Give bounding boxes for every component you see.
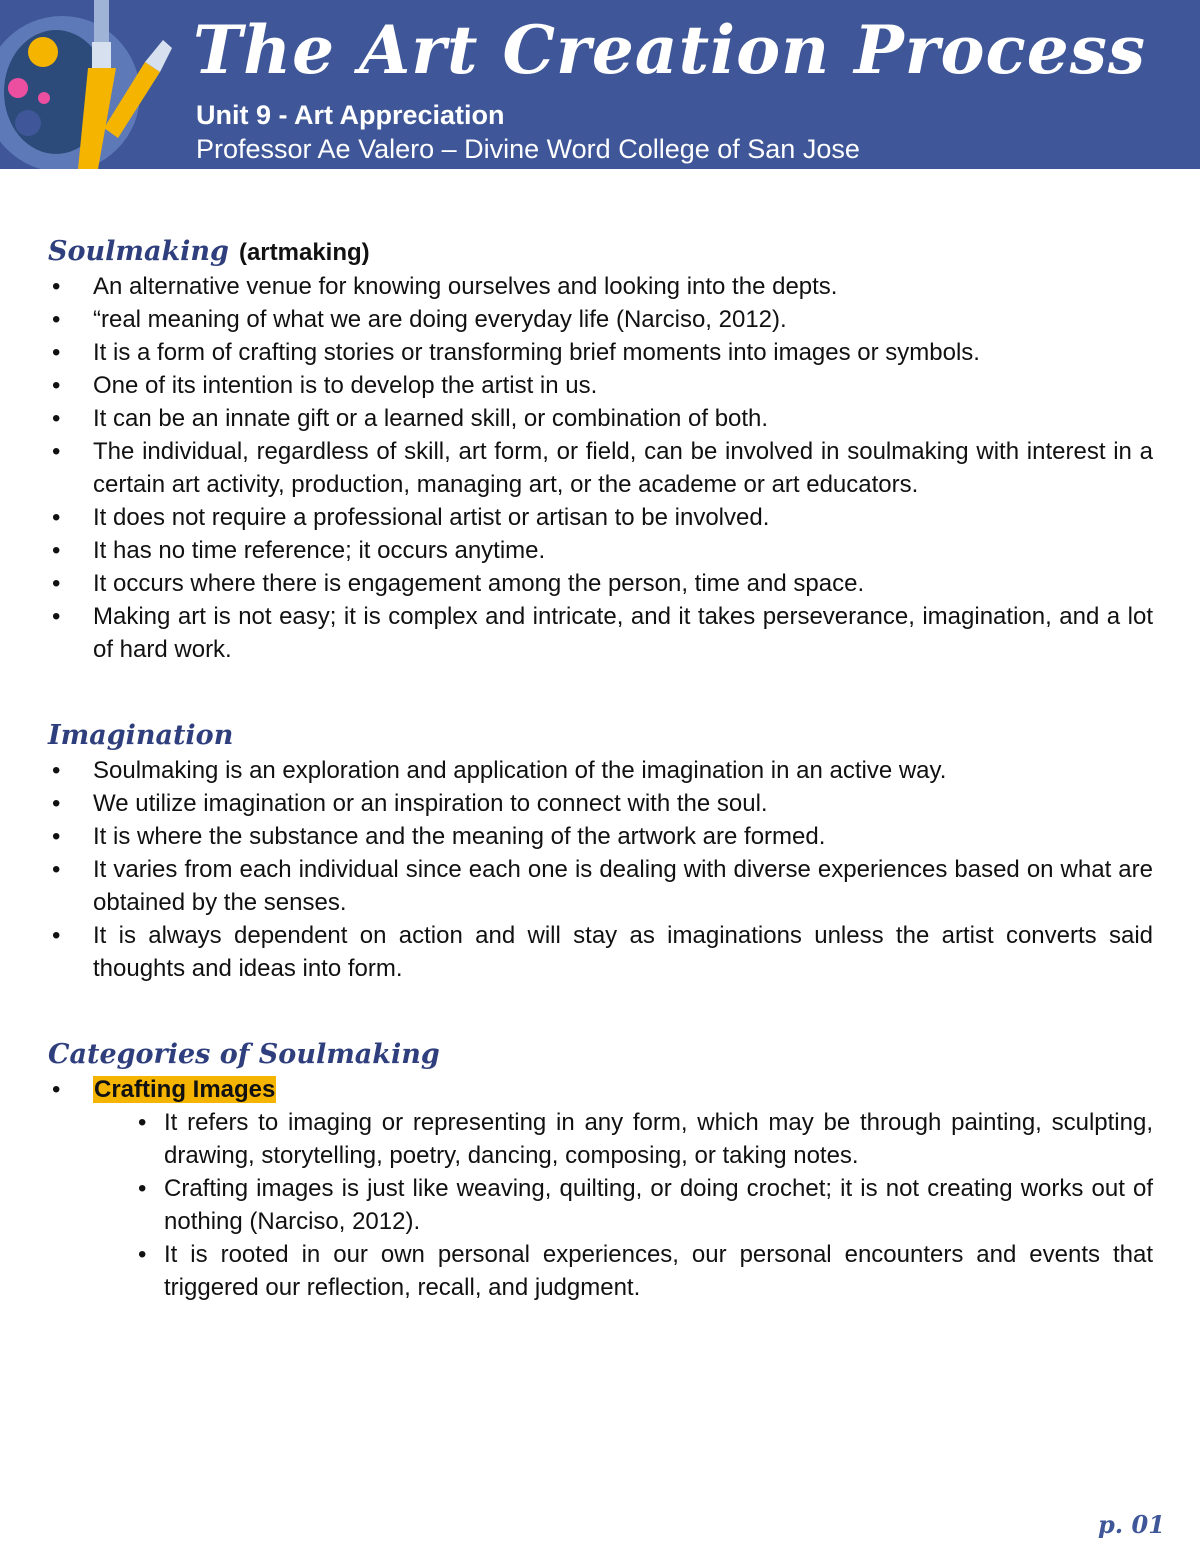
- list-item: • It varies from each individual since each one is dealing with diverse experiences based on what are obtained by the senses.: [48, 853, 1153, 919]
- list-item: • It is always dependent on action and will stay as imaginations unless the artist converts said thoughts and ideas into form.: [48, 919, 1153, 985]
- document-body: [48, 226, 1153, 1304]
- sub-list-item: • Crafting images is just like weaving, quilting, or doing crochet; it is not creating works out of nothing (Narciso, 2012).: [138, 1172, 1153, 1238]
- section-title: Imagination: [48, 720, 234, 751]
- section-heading-categories: [48, 1029, 1153, 1073]
- page-number: p. 01: [1098, 1510, 1165, 1539]
- palette-brush-icon: [0, 0, 175, 169]
- list-item: • It is where the substance and the meaning of the artwork are formed.: [48, 820, 1153, 853]
- list-item: • One of its intention is to develop the artist in us.: [48, 369, 1153, 402]
- section-title: Categories of Soulmaking: [48, 1039, 440, 1070]
- header-banner: [0, 0, 1200, 169]
- spacer: [48, 666, 1153, 710]
- list-item: [48, 1073, 1153, 1304]
- list-item: • It can be an innate gift or a learned skill, or combination of both.: [48, 402, 1153, 435]
- spacer: [48, 985, 1153, 1029]
- document-title: The Art Creation Process: [193, 11, 1147, 89]
- list-item: • The individual, regardless of skill, art form, or field, can be involved in soulmaking with interest in a certain art activity, production, managing art, or the academe or art educators.: [48, 435, 1153, 501]
- sub-list-item: • It is rooted in our own personal experiences, our personal encounters and events that triggered our reflection, recall, and judgment.: [138, 1238, 1153, 1304]
- list-item: • An alternative venue for knowing ourselves and looking into the depts.: [48, 270, 1153, 303]
- list-item: • “real meaning of what we are doing everyday life (Narciso, 2012).: [48, 303, 1153, 336]
- list-item: • Soulmaking is an exploration and application of the imagination in an active way.: [48, 754, 1153, 787]
- list-item: • It does not require a professional artist or artisan to be involved.: [48, 501, 1153, 534]
- unit-subtitle: Unit 9 - Art Appreciation: [196, 100, 505, 130]
- imagination-bullet-list: [48, 754, 1153, 985]
- list-item: • We utilize imagination or an inspiration to connect with the soul.: [48, 787, 1153, 820]
- list-item: • It occurs where there is engagement among the person, time and space.: [48, 567, 1153, 600]
- section-heading-soulmaking: [48, 226, 1153, 270]
- author-line: Professor Ae Valero – Divine Word College of San Jose: [196, 134, 860, 164]
- highlighted-term: Crafting Images: [94, 1076, 276, 1103]
- categories-bullet-list: [48, 1073, 1153, 1304]
- crafting-images-sub-list: [93, 1106, 1153, 1304]
- section-title: Soulmaking: [48, 236, 229, 267]
- section-heading-imagination: [48, 710, 1153, 754]
- sub-list-item: • It refers to imaging or representing in any form, which may be through painting, sculpting, drawing, storytelling, poetry, dancing, composing, or taking notes.: [138, 1106, 1153, 1172]
- list-item: • It is a form of crafting stories or transforming brief moments into images or symbols.: [48, 336, 1153, 369]
- soulmaking-bullet-list: [48, 270, 1153, 666]
- list-item: • Making art is not easy; it is complex and intricate, and it takes perseverance, imagination, and a lot of hard work.: [48, 600, 1153, 666]
- section-note: (artmaking): [238, 239, 370, 266]
- list-item: • It has no time reference; it occurs anytime.: [48, 534, 1153, 567]
